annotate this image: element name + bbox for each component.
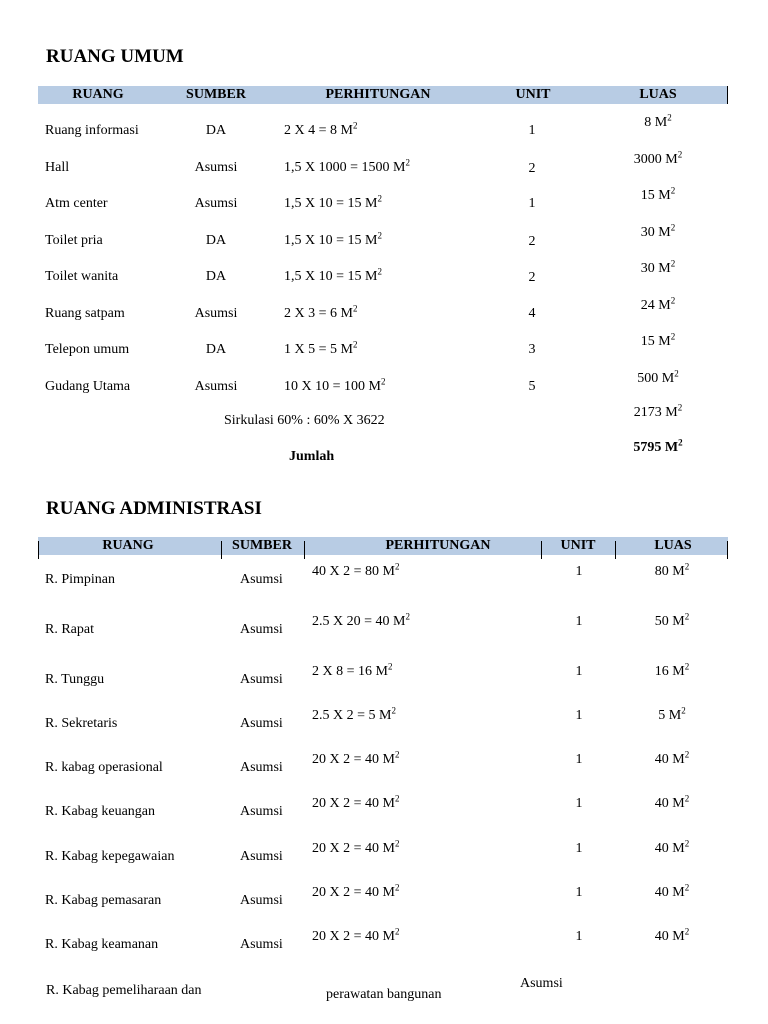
row-luas: 8 $M^2$ [644,112,672,130]
header-ruang: RUANG [72,87,124,102]
row-perhitungan: 1,5 X 10 = 15 $M^2$ [284,266,382,284]
row-unit: 3 [528,342,536,357]
row-luas: 5 $M^2$ [658,705,686,723]
row-luas: 40 $M^2$ [654,882,690,900]
table-border [727,86,728,104]
header-unit: UNIT [560,538,596,553]
row-ruang: R. Pimpinan [45,572,116,587]
row-sumber: Asumsi [240,760,283,775]
table-header-ruang-umum [38,86,728,104]
row-unit: 2 [528,270,536,285]
row-sumber: DA [205,232,227,248]
row-luas: 40 $M^2$ [654,838,690,856]
row-unit: 1 [575,564,583,579]
row-ruang: R. Rapat [45,622,94,637]
row-luas: 80 $M^2$ [654,561,690,579]
row-luas: 24 $M^2$ [640,294,676,313]
row-perhitungan: 1 X 5 = 5 $M^2$ [284,339,358,357]
row-perhitungan: 20 X 2 = 40 $M^2$ [312,838,400,856]
row-perhitungan: 2 X 3 = 6 $M^2$ [284,302,358,321]
row-ruang: R. kabag operasional [45,760,163,775]
row-ruang: Telepon umum [45,342,130,357]
row-ruang: Atm center [45,196,108,211]
table-border [221,541,222,559]
jumlah-luas: 5795 $M^2$ [633,437,683,455]
row-luas: 30 $M^2$ [640,258,676,276]
header-perhitungan: PERHITUNGAN [385,538,491,553]
row-ruang: R. Kabag keamanan [45,937,159,952]
row-sumber: Asumsi [194,196,238,211]
row-ruang: Ruang satpam [45,305,125,321]
row-unit: 2 [528,233,536,249]
row-luas: 500 $M^2$ [637,367,679,386]
row-ruang: Toilet pria [45,232,103,248]
row-ruang: R. Kabag keuangan [45,804,156,819]
row-sumber: Asumsi [240,716,283,731]
row-unit: 1 [575,614,583,629]
row-ruang: R. Sekretaris [45,716,118,731]
row-ruang: Ruang informasi [45,123,139,138]
row-perhitungan: 2 X 4 = 8 $M^2$ [284,120,358,138]
row-unit: 1 [575,885,583,900]
row-unit: 1 [575,664,583,679]
sirkulasi-label: Sirkulasi 60% : 60% X 3622 [224,413,385,428]
row-unit: 1 [528,123,536,138]
row-unit: 1 [575,929,583,944]
row-unit: 2 [528,160,536,176]
row-sumber: Asumsi [194,378,238,394]
row-perhitungan: 20 X 2 = 40 $M^2$ [312,926,400,944]
row-perhitungan: 2 X 8 = 16 $M^2$ [312,661,393,679]
row-luas: 40 $M^2$ [654,793,690,811]
row-sumber: Asumsi [240,622,283,637]
table-border [38,541,39,559]
row-ruang: R. Kabag kepegawaian [45,849,175,864]
row-luas: 50 $M^2$ [654,611,690,629]
last-row-ruang-cont: perawatan bangunan [326,987,442,1002]
row-sumber: DA [205,342,227,357]
row-unit: 1 [575,841,583,856]
table-border [304,541,305,559]
header-perhitungan: PERHITUNGAN [325,87,431,102]
row-ruang: R. Tunggu [45,672,105,687]
row-ruang: R. Kabag pemasaran [45,893,162,908]
row-perhitungan: 1,5 X 10 = 15 $M^2$ [284,193,382,211]
row-perhitungan: 20 X 2 = 40 $M^2$ [312,882,400,900]
row-unit: 1 [575,708,583,723]
row-luas: 15 $M^2$ [640,331,676,349]
row-ruang: Gudang Utama [45,378,131,394]
last-row-ruang: R. Kabag pemeliharaan dan [46,983,202,998]
sirkulasi-luas: 2173 $M^2$ [633,402,683,420]
row-perhitungan: 40 X 2 = 80 $M^2$ [312,561,400,579]
row-sumber: Asumsi [240,893,283,908]
row-unit: 5 [528,378,536,394]
row-sumber: Asumsi [240,572,283,587]
row-luas: 40 $M^2$ [654,926,690,944]
row-luas: 40 $M^2$ [654,749,690,767]
row-perhitungan: 1,5 X 1000 = 1500 $M^2$ [284,156,410,175]
row-luas: 16 $M^2$ [654,661,690,679]
header-luas: LUAS [654,538,692,553]
row-sumber: Asumsi [240,849,283,864]
header-ruang: RUANG [102,538,154,553]
row-sumber: Asumsi [240,937,283,952]
table-header-ruang-administrasi [38,537,728,555]
row-ruang: Hall [45,159,70,175]
jumlah-label: Jumlah [289,449,335,464]
last-row-sumber: Asumsi [520,976,563,991]
row-sumber: Asumsi [240,672,283,687]
section-title-ruang-administrasi: RUANG ADMINISTRASI [46,498,262,519]
row-luas: 15 $M^2$ [640,185,676,203]
row-sumber: DA [205,269,227,284]
row-perhitungan: 2.5 X 2 = 5 $M^2$ [312,705,396,723]
row-unit: 1 [528,196,536,211]
row-perhitungan: 10 X 10 = 100 $M^2$ [284,375,386,394]
row-unit: 4 [528,305,536,321]
section-title-ruang-umum: RUANG UMUM [46,46,184,67]
row-sumber: DA [205,123,227,138]
row-sumber: Asumsi [240,804,283,819]
row-ruang: Toilet wanita [45,269,119,284]
row-perhitungan: 1,5 X 10 = 15 $M^2$ [284,229,382,248]
row-luas: 30 $M^2$ [640,221,676,240]
row-sumber: Asumsi [194,305,238,321]
row-unit: 1 [575,796,583,811]
row-perhitungan: 20 X 2 = 40 $M^2$ [312,793,400,811]
table-border [541,541,542,559]
row-perhitungan: 20 X 2 = 40 $M^2$ [312,749,400,767]
header-sumber: SUMBER [232,538,292,553]
row-unit: 1 [575,752,583,767]
header-sumber: SUMBER [186,87,246,102]
row-sumber: Asumsi [194,159,238,175]
row-luas: 3000 $M^2$ [633,148,683,167]
header-unit: UNIT [515,87,551,102]
header-luas: LUAS [639,87,677,102]
table-border [615,541,616,559]
row-perhitungan: 2.5 X 20 = 40 $M^2$ [312,611,410,629]
table-border [727,541,728,559]
